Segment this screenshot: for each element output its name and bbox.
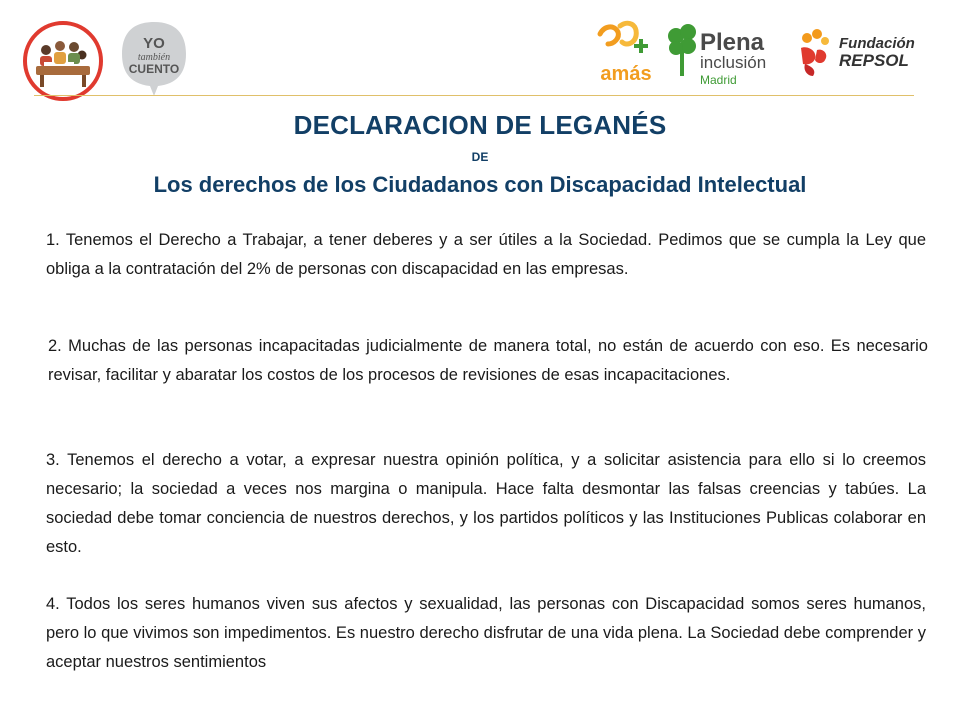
svg-text:inclusión: inclusión	[700, 53, 767, 72]
paragraph-1: 1. Tenemos el Derecho a Trabajar, a tener deberes y a ser útiles a la Sociedad. Pedimos que se cumpla la Ley que obliga a la contratación del 2% de personas con discapacidad en las empresas.	[46, 231, 926, 278]
yo-tambien-cuento-logo	[118, 18, 190, 98]
svg-text:Fundación: Fundación	[839, 35, 915, 52]
paragraph-2: 2. Muchas de las personas incapacitadas judicialmente de manera total, no están de acuerdo con eso. Es necesario revisar, facilitar y abaratar los costos de los procesos de revisiones de esas incapacitaciones.	[48, 337, 928, 384]
svg-text:YO: YO	[143, 35, 165, 52]
meeting-logo	[22, 20, 104, 102]
paragraph-3: 3. Tenemos el derecho a votar, a expresar nuestra opinión política, y a solicitar asistencia para ello si lo creemos necesario; la sociedad a veces nos margina o manipula. Hace falta desmontar las falsas creencias y tabúes. La sociedad debe tomar conciencia de nuestros derechos, y los partidos políticos y las Instituciones Publicas colaborar en esto.	[46, 451, 926, 556]
svg-text:Madrid: Madrid	[700, 73, 737, 87]
header-divider	[34, 95, 914, 96]
plena-inclusion-madrid-logo	[662, 22, 792, 94]
title-connector: DE	[471, 150, 489, 164]
amas-logo	[590, 14, 662, 94]
logo-bar	[0, 0, 960, 100]
document-title: DECLARACION DE LEGANÉS	[293, 110, 667, 140]
fundacion-repsol-logo	[795, 26, 930, 78]
document-subtitle: Los derechos de los Ciudadanos con Discapacidad Intelectual	[153, 172, 807, 197]
svg-text:Plena: Plena	[700, 29, 765, 56]
svg-text:CUENTO: CUENTO	[128, 62, 180, 76]
svg-text:REPSOL: REPSOL	[839, 51, 909, 70]
svg-text:amás: amás	[600, 63, 652, 85]
svg-text:también: también	[137, 52, 171, 63]
paragraph-4: 4. Todos los seres humanos viven sus afectos y sexualidad, las personas con Discapacidad somos seres humanos, pero lo que vivimos son impedimentos. Es nuestro derecho disfrutar de una vida plena. La Sociedad debe comprender y aceptar nuestros sentimientos	[46, 595, 926, 671]
